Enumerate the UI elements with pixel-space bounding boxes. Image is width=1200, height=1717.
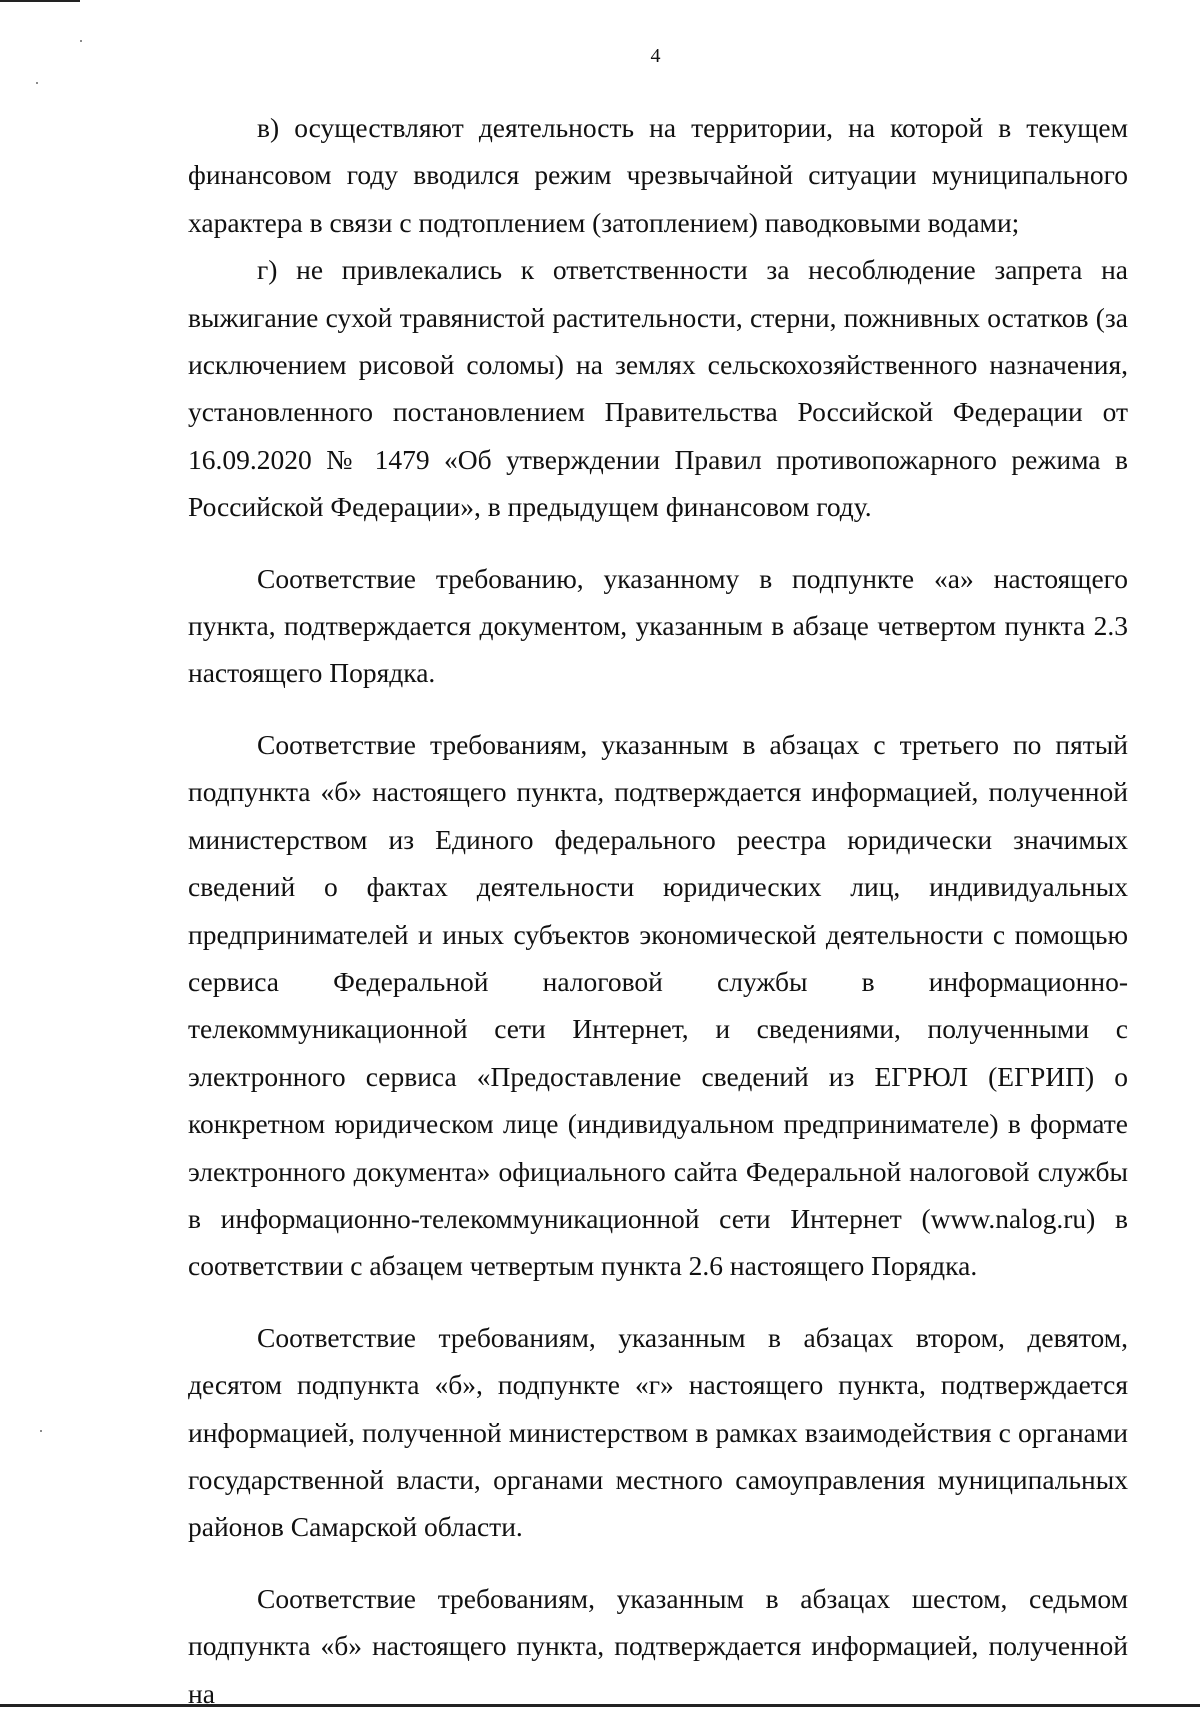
page-number: 4 <box>650 45 661 67</box>
paragraph-compliance-b-6-7: Соответствие требованиям, указанным в абзацах шестом, седьмом подпункта «б» настоящего пункта, подтверждается информацией, полученной на <box>188 1582 1128 1709</box>
scan-speck <box>80 40 82 42</box>
paragraph-compliance-a: Соответствие требованию, указанному в подпункте «а» настоящего пункта, подтверждается документом, указанным в абзаце четвертом пункта 2.3 настоящего Порядка. <box>188 562 1128 689</box>
body-text <box>188 104 1128 1717</box>
paragraph-compliance-b-2-9-10: Соответствие требованиям, указанным в абзацах втором, девятом, десятом подпункта «б», подпункте «г» настоящего пункта, подтверждается информацией, полученной министерством в рамках взаимодействия с органами государственной власти, органами местного самоуправления муниципальных районов Самарской области. <box>188 1321 1128 1543</box>
paragraph-g: г) не привлекались к ответственности за несоблюдение запрета на выжигание сухой травянистой растительности, стерни, пожнивных остатков (за исключением рисовой соломы) на землях сельскохозяйственного назначения, установленного постановлением Правительства Российской Федерации от 16.09.2020 № 1479 «Об утверждении Правил противопожарного режима в Российской Федерации», в предыдущем финансовом году. <box>188 254 1128 523</box>
scan-speck <box>40 1430 42 1432</box>
scan-speck <box>36 82 38 84</box>
scan-edge-top <box>0 0 80 2</box>
paragraph-compliance-b-3-5: Соответствие требованиям, указанным в абзацах с третьего по пятый подпункта «б» настоящего пункта, подтверждается информацией, полученной министерством из Единого федерального реестра юридически значимых сведений о фактах деятельности юридических лиц, индивидуальных предпринимателей и иных субъектов экономической деятельности с помощью сервиса Федеральной налоговой службы в информационно-телекоммуникационной сети Интернет, и сведениями, полученными с электронного сервиса «Предоставление сведений из ЕГРЮЛ (ЕГРИП) о конкретном юридическом лице (индивидуальном предпринимателе) в формате электронного документа» официального сайта Федеральной налоговой службы в информационно-телекоммуникационной сети Интернет (www.nalog.ru) в соответствии с абзацем четвертым пункта 2.6 настоящего Порядка. <box>188 728 1128 1282</box>
paragraph-v: в) осуществляют деятельность на территории, на которой в текущем финансовом году вводился режим чрезвычайной ситуации муниципального характера в связи с подтоплением (затоплением) паводковыми водами; <box>188 112 1128 238</box>
